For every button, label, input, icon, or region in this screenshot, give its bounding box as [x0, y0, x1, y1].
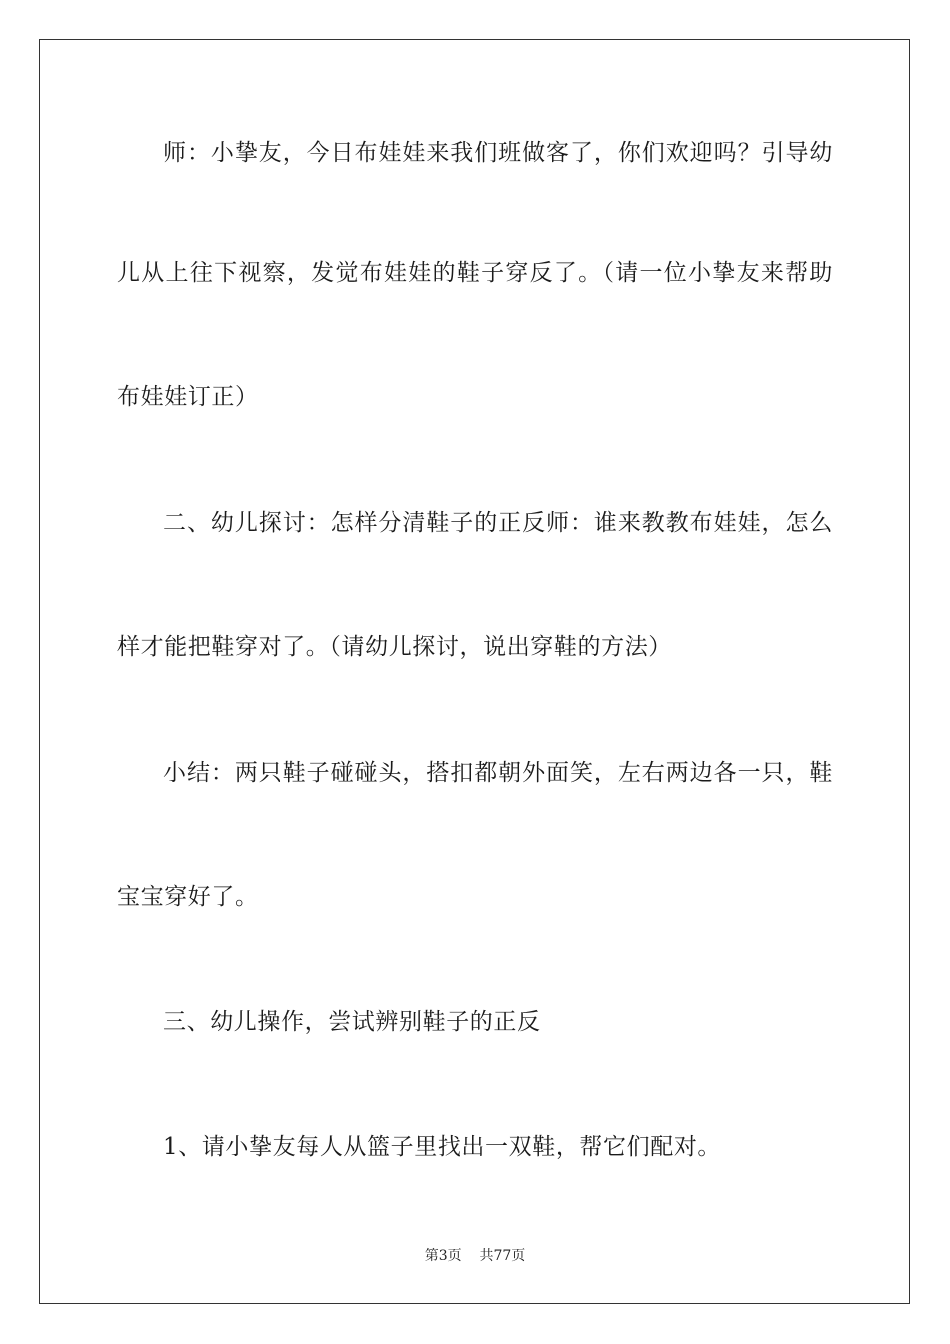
page-footer — [0, 1247, 950, 1265]
paragraph-line-5: 样才能把鞋穿对了。（请幼儿探讨，说出穿鞋的方法） — [117, 634, 672, 660]
list-item-1: 1、请小挚友每人从篮子里找出一双鞋，帮它们配对。 — [163, 1134, 722, 1160]
paragraph-line-7: 宝宝穿好了。 — [117, 884, 259, 910]
section-heading-3: 三、幼儿操作，尝试辨别鞋子的正反 — [163, 1009, 541, 1035]
page-border — [39, 39, 910, 1304]
paragraph-line-6: 小结：两只鞋子碰碰头，搭扣都朝外面笑，左右两边各一只，鞋 — [163, 760, 833, 786]
paragraph-line-2: 儿从上往下视察，发觉布娃娃的鞋子穿反了。（请一位小挚友来帮助 — [117, 260, 833, 286]
paragraph-line-3: 布娃娃订正） — [117, 384, 259, 410]
paragraph-line-1: 师：小挚友，今日布娃娃来我们班做客了，你们欢迎吗？引导幼 — [163, 140, 833, 166]
page-number: 第3页 — [424, 1248, 462, 1264]
page-total: 共77页 — [479, 1248, 526, 1264]
paragraph-line-4: 二、幼儿探讨：怎样分清鞋子的正反师：谁来教教布娃娃，怎么 — [163, 510, 833, 536]
